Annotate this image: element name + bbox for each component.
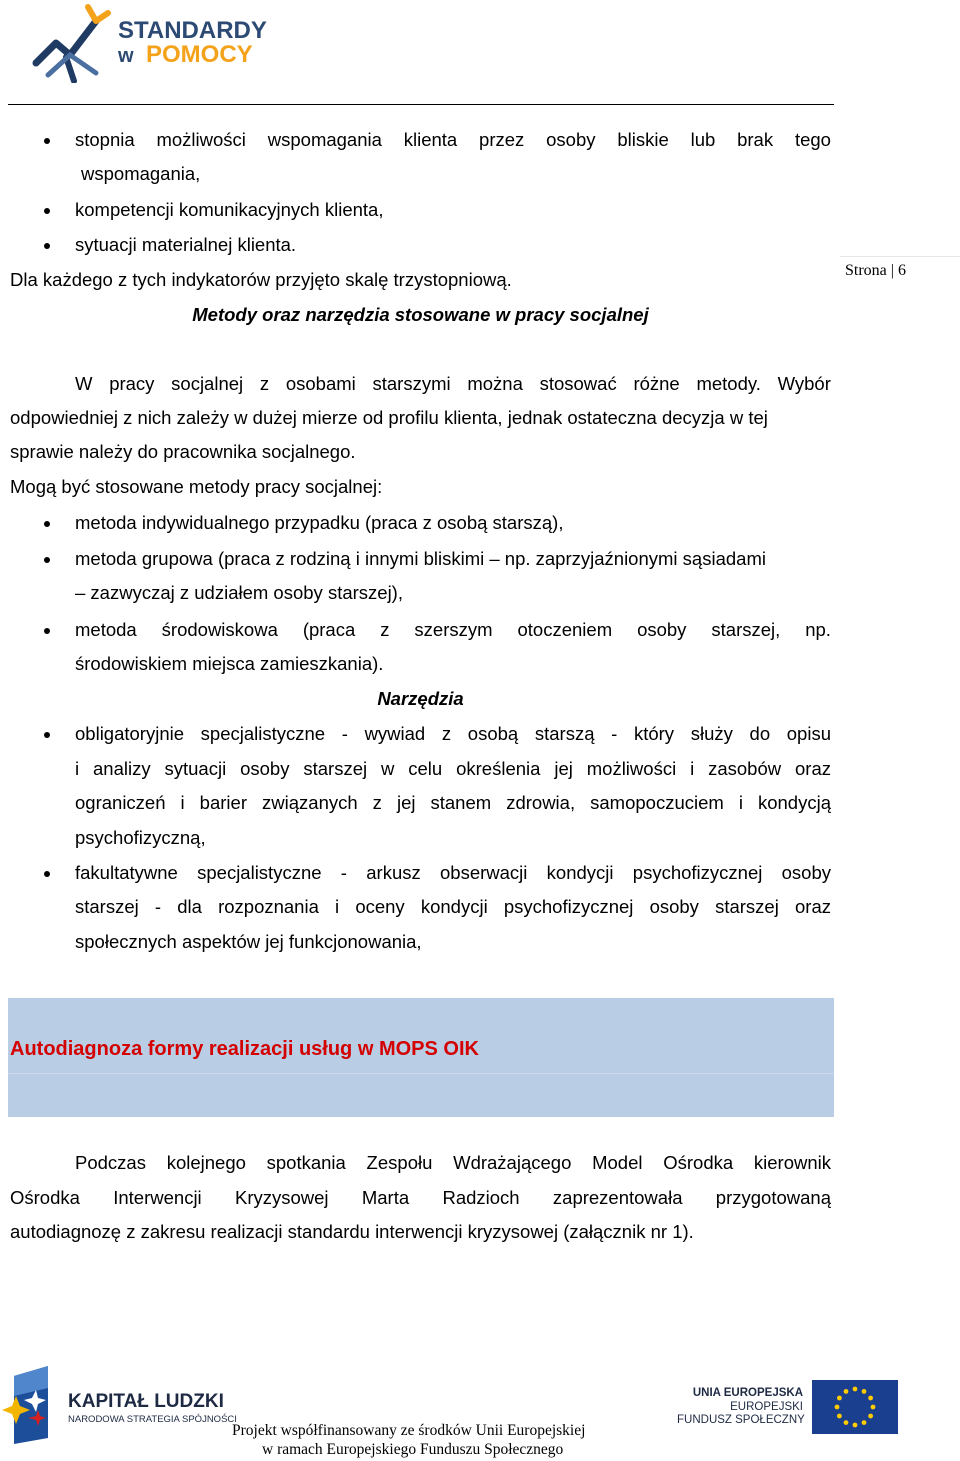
bullet: [44, 243, 50, 249]
page-separator: |: [890, 262, 894, 279]
word: osobami: [285, 373, 356, 394]
logo-w: w: [118, 45, 134, 67]
standardy-logo-icon: [26, 3, 122, 83]
list-item-continued: ograniczeń i barier związanych z jej stanem zdrowia, samopoczuciem i kondycją: [75, 792, 831, 813]
word: starszymi: [372, 373, 451, 394]
word: środowiskowa: [161, 619, 278, 640]
list-item: metoda grupowa (praca z rodziną i innymi bliskimi – np. zaprzyjaźnionymi sąsiadami: [75, 548, 766, 569]
section-heading: Narzędzia: [377, 688, 464, 709]
logo-subtitle: POMOCY: [146, 41, 253, 68]
word: wspomagania: [267, 129, 382, 150]
footer-text-line: w ramach Europejskiego Funduszu Społecznego: [262, 1441, 564, 1458]
page-label: Strona: [845, 262, 887, 279]
word: otoczeniem: [517, 619, 613, 640]
list-item-continued: – zazwyczaj z udziałem osoby starszej),: [75, 582, 403, 603]
eu-line-1: UNIA EUROPEJSKA: [692, 1387, 803, 1399]
paragraph: Mogą być stosowane metody pracy socjalnej:: [10, 476, 383, 497]
kapital-ludzki-subtitle: NARODOWA STRATEGIA SPÓJNOŚCI: [68, 1414, 237, 1425]
word: np.: [805, 619, 831, 640]
word: metoda: [75, 619, 137, 640]
word: przez: [479, 129, 525, 150]
page-number-divider: [840, 256, 960, 257]
bullet: [44, 628, 50, 634]
footer-text-line: Projekt współfinansowany ze środków Unii Europejskiej: [232, 1422, 586, 1439]
page-number-value: 6: [897, 262, 906, 279]
word: W: [75, 373, 93, 394]
word: brak: [737, 129, 774, 150]
word: stopnia: [75, 129, 135, 150]
word: osoby: [546, 129, 596, 150]
paragraph-line: autodiagnozę z zakresu realizacji standardu interwencji kryzysowej (załącznik nr 1).: [10, 1221, 694, 1242]
list-item-continued: wspomagania,: [81, 163, 201, 184]
word: szerszym: [414, 619, 493, 640]
word: socjalnej: [171, 373, 244, 394]
page-number: [845, 261, 906, 281]
word: stosować: [539, 373, 617, 394]
bullet: [44, 732, 50, 738]
word: tego: [794, 129, 831, 150]
paragraph-line: odpowiedniej z nich zależy w dużej mierze od profilu klienta, jednak ostateczna decyzja w tej: [10, 407, 768, 428]
word: możliwości: [156, 129, 246, 150]
list-item-continued: i analizy sytuacji osoby starszej w celu określenia jej możliwości i zasobów oraz: [75, 758, 831, 779]
bullet: [44, 521, 50, 527]
section-heading: Metody oraz narzędzia stosowane w pracy socjalnej: [192, 304, 649, 325]
list-item: [75, 128, 831, 152]
bullet: [44, 138, 50, 144]
eu-flag-icon: [812, 1380, 898, 1434]
bullet: [44, 871, 50, 877]
list-item: kompetencji komunikacyjnych klienta,: [75, 199, 384, 220]
list-item: sytuacji materialnej klienta.: [75, 234, 297, 255]
word: (praca: [302, 619, 356, 640]
word: Wybór: [777, 373, 831, 394]
word: klienta: [403, 129, 458, 150]
word: metody.: [696, 373, 761, 394]
banner-divider: [8, 1073, 834, 1074]
list-item-continued: starszej - dla rozpoznania i oceny kondycji psychofizycznej osoby starszej oraz: [75, 896, 831, 917]
kapital-ludzki-logo-icon: [2, 1366, 50, 1444]
word: bliskie: [617, 129, 669, 150]
word: lub: [690, 129, 716, 150]
list-item: obligatoryjnie specjalistyczne - wywiad z osobą starszą - który służy do opisu: [75, 723, 831, 744]
list-item: [75, 618, 831, 642]
list-item: metoda indywidualnego przypadku (praca z osobą starszą),: [75, 512, 564, 533]
word: pracy: [109, 373, 155, 394]
logo-title: STANDARDY: [118, 17, 267, 44]
bullet: [44, 208, 50, 214]
eu-line-2: EUROPEJSKI: [730, 1401, 803, 1413]
paragraph-line: Ośrodka Interwencji Kryzysowej Marta Radzioch zaprezentowała przygotowaną: [10, 1187, 831, 1208]
list-item-continued: psychofizyczną,: [75, 827, 206, 848]
header-divider: [8, 104, 834, 105]
list-item-continued: społecznych aspektów jej funkcjonowania,: [75, 931, 422, 952]
word: osoby: [637, 619, 687, 640]
word: można: [467, 373, 523, 394]
list-item: fakultatywne specjalistyczne - arkusz obserwacji kondycji psychofizycznej osoby: [75, 862, 831, 883]
banner-title: Autodiagnoza formy realizacji usług w MOPS OIK: [10, 1038, 479, 1060]
eu-line-3: FUNDUSZ SPOŁECZNY: [677, 1414, 805, 1426]
paragraph-first-line: Podczas kolejnego spotkania Zespołu Wdrażającego Model Ośrodka kierownik: [75, 1152, 831, 1173]
paragraph-line: sprawie należy do pracownika socjalnego.: [10, 441, 356, 462]
paragraph: Dla każdego z tych indykatorów przyjęto skalę trzystopniową.: [10, 269, 512, 290]
word: różne: [633, 373, 680, 394]
kapital-ludzki-title: KAPITAŁ LUDZKI: [68, 1391, 224, 1412]
word: z: [259, 373, 270, 394]
word: starszej,: [711, 619, 781, 640]
bullet: [44, 557, 50, 563]
word: z: [380, 619, 390, 640]
paragraph-first-line: [75, 372, 831, 396]
list-item-continued: środowiskiem miejsca zamieszkania).: [75, 653, 384, 674]
